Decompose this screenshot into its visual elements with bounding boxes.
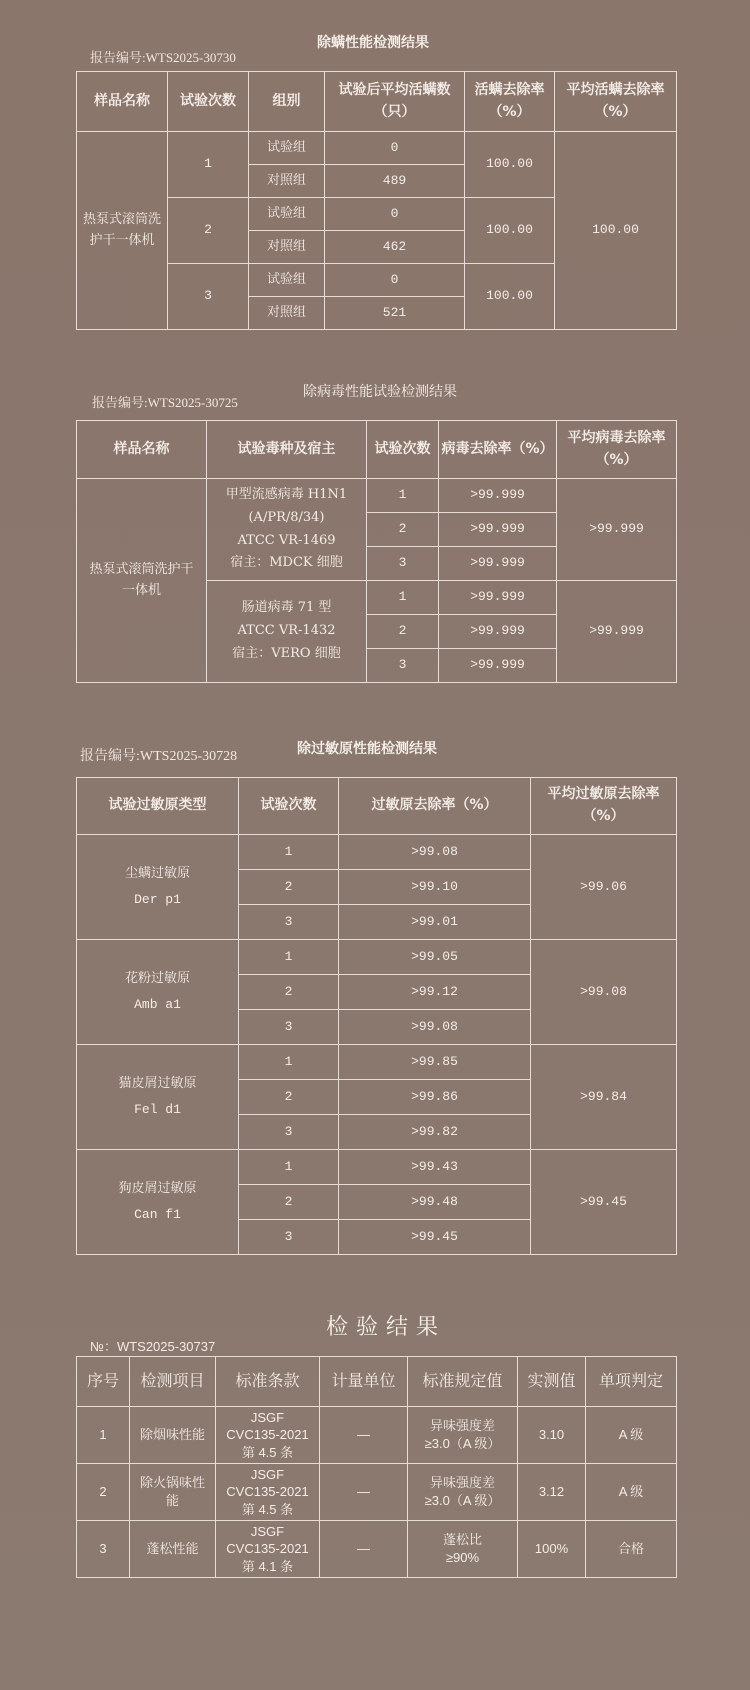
mite-count: 0 xyxy=(325,264,465,297)
inspection-spec xyxy=(408,1407,518,1464)
table-row xyxy=(77,1045,677,1080)
allergen-rate: >99.08 xyxy=(339,835,531,870)
allergen-table xyxy=(76,777,677,1255)
allergen-rate: >99.45 xyxy=(339,1220,531,1255)
allergen-type-name: 尘螨过敏原 xyxy=(124,866,190,881)
virus-header-rate: 病毒去除率（%） xyxy=(439,421,557,479)
virus-header-row xyxy=(77,421,677,479)
inspection-spec-line: ≥3.0（A 级） xyxy=(424,1436,501,1451)
inspection-clause-line: CVC135-2021 xyxy=(226,1427,309,1443)
strain-line: 宿主：VERO 细胞 xyxy=(232,645,341,661)
allergen-header-type: 试验过敏原类型 xyxy=(77,778,239,835)
allergen-type-code: Fel d1 xyxy=(134,1102,181,1117)
virus-trial-number: 2 xyxy=(367,513,439,547)
virus-rate: >99.999 xyxy=(439,615,557,649)
inspection-unit: — xyxy=(320,1521,408,1578)
inspection-report-no: №：WTS2025-30737 xyxy=(90,1339,216,1354)
mite-title: 除螨性能检测结果 xyxy=(317,35,429,51)
allergen-rate: >99.12 xyxy=(339,975,531,1010)
inspection-item: 除烟味性能 xyxy=(130,1407,216,1464)
inspection-header-unit: 计量单位 xyxy=(320,1357,408,1407)
inspection-table xyxy=(76,1356,677,1578)
strain-line: 甲型流感病毒 H1N1 xyxy=(225,487,348,502)
virus-trial-number: 1 xyxy=(367,581,439,615)
inspection-header-value: 实测值 xyxy=(518,1357,586,1407)
strain-line: ATCC VR-1469 xyxy=(237,532,336,548)
inspection-value: 100% xyxy=(518,1521,586,1578)
table-row xyxy=(77,1521,677,1578)
virus-trial-number: 3 xyxy=(367,649,439,683)
table-row xyxy=(77,479,677,513)
inspection-item: 除火锅味性能 xyxy=(130,1464,216,1521)
inspection-unit: — xyxy=(320,1464,408,1521)
inspection-clause xyxy=(216,1464,320,1521)
mite-average: 100.00 xyxy=(555,132,677,330)
allergen-report-no: 报告编号:WTS2025-30728 xyxy=(80,749,238,764)
inspection-header-verdict: 单项判定 xyxy=(586,1357,677,1407)
inspection-clause-line: CVC135-2021 xyxy=(226,1541,309,1557)
mite-header-row xyxy=(77,72,677,132)
inspection-header-item: 检测项目 xyxy=(130,1357,216,1407)
allergen-type xyxy=(77,940,239,1045)
allergen-type-code: Amb a1 xyxy=(134,997,181,1012)
virus-rate: >99.999 xyxy=(439,547,557,581)
mite-rate: 100.00 xyxy=(465,264,555,330)
virus-trial-number: 3 xyxy=(367,547,439,581)
allergen-header-trial: 试验次数 xyxy=(239,778,339,835)
inspection-spec xyxy=(408,1464,518,1521)
allergen-type-name: 猫皮屑过敏原 xyxy=(118,1076,197,1091)
allergen-header-average: 平均过敏原去除率（%） xyxy=(531,778,677,835)
allergen-type-code: Der p1 xyxy=(134,892,181,907)
allergen-trial-number: 2 xyxy=(239,870,339,905)
mite-group: 试验组 xyxy=(249,198,325,231)
strain-line: ATCC VR-1432 xyxy=(237,623,336,639)
inspection-no: 2 xyxy=(77,1464,130,1521)
virus-strain-h1n1 xyxy=(207,479,367,581)
inspection-verdict: A 级 xyxy=(586,1407,677,1464)
inspection-header-row xyxy=(77,1357,677,1407)
allergen-trial-number: 3 xyxy=(239,905,339,940)
inspection-title: 检验结果 xyxy=(326,1315,447,1340)
allergen-trial-number: 3 xyxy=(239,1115,339,1150)
mite-count: 521 xyxy=(325,297,465,330)
inspection-verdict: 合格 xyxy=(586,1521,677,1578)
mite-count: 462 xyxy=(325,231,465,264)
inspection-clause-line: CVC135-2021 xyxy=(226,1484,309,1500)
inspection-spec xyxy=(408,1521,518,1578)
inspection-no: 3 xyxy=(77,1521,130,1578)
allergen-header-row xyxy=(77,778,677,835)
allergen-rate: >99.86 xyxy=(339,1080,531,1115)
virus-title: 除病毒性能试验检测结果 xyxy=(303,384,457,400)
mite-group: 对照组 xyxy=(249,165,325,198)
allergen-rate: >99.82 xyxy=(339,1115,531,1150)
allergen-trial-number: 1 xyxy=(239,1045,339,1080)
allergen-type xyxy=(77,1150,239,1255)
virus-trial-number: 1 xyxy=(367,479,439,513)
mite-sample-name: 热泵式滚筒洗护干一体机 xyxy=(77,132,168,330)
inspection-clause-line: JSGF xyxy=(250,1523,285,1539)
mite-header-average: 平均活螨去除率（%） xyxy=(555,72,677,132)
virus-header-average: 平均病毒去除率（%） xyxy=(557,421,677,479)
inspection-header-no: 序号 xyxy=(77,1357,130,1407)
inspection-clause xyxy=(216,1407,320,1464)
virus-header-strain: 试验毒种及宿主 xyxy=(207,421,367,479)
mite-header-trial: 试验次数 xyxy=(168,72,249,132)
mite-trial-number: 2 xyxy=(168,198,249,264)
inspection-spec-line: ≥90% xyxy=(445,1550,480,1565)
virus-header-trial: 试验次数 xyxy=(367,421,439,479)
mite-trial-number: 1 xyxy=(168,132,249,198)
mite-group: 对照组 xyxy=(249,231,325,264)
allergen-rate: >99.08 xyxy=(339,1010,531,1045)
allergen-rate: >99.10 xyxy=(339,870,531,905)
inspection-spec-line: 异味强度差 xyxy=(429,1475,495,1491)
allergen-rate: >99.01 xyxy=(339,905,531,940)
inspection-clause-line: 第 4.1 条 xyxy=(241,1558,294,1574)
virus-strain-ev71 xyxy=(207,581,367,683)
inspection-value: 3.10 xyxy=(518,1407,586,1464)
inspection-header-spec: 标准规定值 xyxy=(408,1357,518,1407)
virus-rate: >99.999 xyxy=(439,513,557,547)
virus-table xyxy=(76,420,677,683)
allergen-type-code: Can f1 xyxy=(134,1207,181,1222)
allergen-average: >99.08 xyxy=(531,940,677,1045)
virus-average: >99.999 xyxy=(557,479,677,581)
inspection-value: 3.12 xyxy=(518,1464,586,1521)
allergen-rate: >99.48 xyxy=(339,1185,531,1220)
table-row xyxy=(77,940,677,975)
strain-line: (A/PR/8/34) xyxy=(248,509,325,525)
table-row xyxy=(77,835,677,870)
mite-header-count: 试验后平均活螨数（只） xyxy=(325,72,465,132)
virus-rate: >99.999 xyxy=(439,649,557,683)
virus-trial-number: 2 xyxy=(367,615,439,649)
allergen-rate: >99.05 xyxy=(339,940,531,975)
mite-header-group: 组别 xyxy=(249,72,325,132)
inspection-verdict: A 级 xyxy=(586,1464,677,1521)
allergen-trial-number: 1 xyxy=(239,940,339,975)
allergen-trial-number: 2 xyxy=(239,1080,339,1115)
table-row xyxy=(77,1464,677,1521)
allergen-rate: >99.43 xyxy=(339,1150,531,1185)
inspection-spec-line: 异味强度差 xyxy=(429,1418,495,1434)
mite-count: 0 xyxy=(325,198,465,231)
mite-table xyxy=(76,71,677,330)
allergen-trial-number: 2 xyxy=(239,1185,339,1220)
allergen-header-rate: 过敏原去除率（%） xyxy=(339,778,531,835)
virus-sample-name: 热泵式滚筒洗护干一体机 xyxy=(77,479,207,683)
mite-group: 试验组 xyxy=(249,132,325,165)
mite-trial-number: 3 xyxy=(168,264,249,330)
virus-report-no: 报告编号:WTS2025-30725 xyxy=(92,395,238,410)
mite-count: 0 xyxy=(325,132,465,165)
allergen-title: 除过敏原性能检测结果 xyxy=(297,741,437,757)
inspection-item: 蓬松性能 xyxy=(130,1521,216,1578)
mite-header-sample: 样品名称 xyxy=(77,72,168,132)
allergen-type xyxy=(77,835,239,940)
inspection-clause-line: 第 4.5 条 xyxy=(241,1501,294,1517)
mite-count: 489 xyxy=(325,165,465,198)
inspection-clause-line: 第 4.5 条 xyxy=(241,1444,294,1460)
inspection-header-clause: 标准条款 xyxy=(216,1357,320,1407)
table-row xyxy=(77,1150,677,1185)
mite-report-no: 报告编号:WTS2025-30730 xyxy=(90,50,236,65)
inspection-no: 1 xyxy=(77,1407,130,1464)
mite-group: 试验组 xyxy=(249,264,325,297)
allergen-type-name: 狗皮屑过敏原 xyxy=(118,1181,197,1196)
allergen-rate: >99.85 xyxy=(339,1045,531,1080)
mite-rate: 100.00 xyxy=(465,132,555,198)
allergen-average: >99.45 xyxy=(531,1150,677,1255)
mite-rate: 100.00 xyxy=(465,198,555,264)
inspection-spec-line: 蓬松比 xyxy=(442,1532,482,1548)
inspection-clause-line: JSGF xyxy=(250,1466,285,1482)
inspection-clause-line: JSGF xyxy=(250,1409,285,1425)
allergen-trial-number: 1 xyxy=(239,835,339,870)
virus-average: >99.999 xyxy=(557,581,677,683)
allergen-trial-number: 3 xyxy=(239,1220,339,1255)
allergen-average: >99.06 xyxy=(531,835,677,940)
allergen-type xyxy=(77,1045,239,1150)
allergen-trial-number: 1 xyxy=(239,1150,339,1185)
allergen-average: >99.84 xyxy=(531,1045,677,1150)
inspection-clause xyxy=(216,1521,320,1578)
allergen-trial-number: 3 xyxy=(239,1010,339,1045)
inspection-spec-line: ≥3.0（A 级） xyxy=(424,1493,501,1508)
virus-rate: >99.999 xyxy=(439,479,557,513)
mite-header-rate: 活螨去除率（%） xyxy=(465,72,555,132)
virus-rate: >99.999 xyxy=(439,581,557,615)
strain-line: 宿主：MDCK 细胞 xyxy=(230,555,343,571)
table-row xyxy=(77,1407,677,1464)
virus-header-sample: 样品名称 xyxy=(77,421,207,479)
allergen-type-name: 花粉过敏原 xyxy=(124,971,190,986)
strain-line: 肠道病毒 71 型 xyxy=(241,600,332,616)
mite-group: 对照组 xyxy=(249,297,325,330)
allergen-trial-number: 2 xyxy=(239,975,339,1010)
table-row xyxy=(77,132,677,165)
inspection-unit: — xyxy=(320,1407,408,1464)
